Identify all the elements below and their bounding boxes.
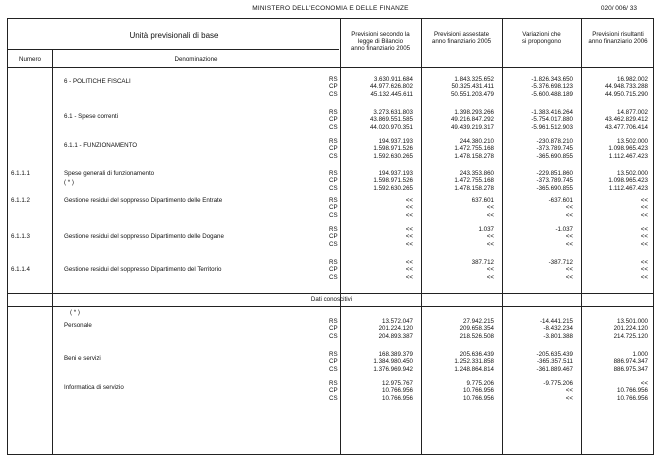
line-type: CS — [329, 211, 338, 219]
line-type: RS — [329, 197, 338, 204]
line-type: CP — [329, 358, 338, 366]
value-cell: << — [565, 211, 573, 219]
row-number: 6.1.1.1 — [11, 170, 30, 177]
value-cell: 244.380.210 — [459, 138, 494, 145]
value-cell: << — [405, 240, 413, 248]
header-text: legge di Bilancio — [357, 38, 404, 45]
value-cell: 1.112.467.423 — [608, 184, 648, 192]
value-cell: 12.975.767 — [382, 380, 413, 387]
value-cell: 886.975.347 — [613, 365, 648, 373]
value-cell: -8.432.234 — [543, 325, 573, 333]
divider — [502, 19, 503, 454]
value-cell: 194.937.193 — [378, 138, 413, 145]
value-cell: 1.037 — [478, 226, 494, 233]
value-cell: << — [565, 233, 573, 241]
value-cell: 13.501.000 — [617, 318, 648, 325]
value-cell: 1.376.969.942 — [373, 365, 413, 373]
line-type: CS — [329, 123, 338, 131]
ministry-header: MINISTERO DELL'ECONOMIA E DELLE FINANZE — [252, 5, 409, 12]
value-cell: << — [565, 266, 573, 274]
value-cell: << — [565, 204, 573, 212]
row-number: 6.1.1.4 — [11, 266, 30, 273]
value-cell: 44.020.970.351 — [369, 123, 413, 131]
line-type: RS — [329, 351, 338, 358]
value-cell: 10.766.956 — [382, 394, 413, 402]
value-cell: << — [405, 259, 413, 266]
value-cell: 27.942.215 — [463, 318, 494, 325]
value-cell: << — [640, 226, 648, 233]
value-cell: -365.690.855 — [536, 152, 573, 160]
value-cell: << — [640, 380, 648, 387]
value-cell: -1.826.343.650 — [531, 76, 573, 83]
value-cell: << — [565, 240, 573, 248]
value-cell: 45.132.445.611 — [370, 90, 413, 98]
value-cell: -9.775.206 — [543, 380, 573, 387]
line-type: CP — [329, 266, 338, 274]
value-cell: 205.636.439 — [459, 351, 494, 358]
header-denominazione: Denominazione — [174, 56, 218, 63]
value-cell: << — [405, 266, 413, 274]
value-cell: 1.000 — [632, 351, 648, 358]
value-cell: 3.630.911.684 — [373, 76, 413, 83]
value-cell: -365.357.511 — [536, 358, 573, 366]
value-cell: << — [640, 233, 648, 241]
row-label: Personale — [64, 322, 92, 329]
line-type: CP — [329, 325, 338, 333]
value-cell: -3.801.388 — [543, 332, 573, 340]
header-col-variazioni — [502, 31, 581, 45]
value-cell: << — [640, 266, 648, 274]
value-cell: 1.472.755.168 — [454, 145, 494, 153]
row-label: Gestione residui del soppresso Dipartimento del Territorio — [64, 266, 222, 273]
line-type: RS — [329, 380, 338, 387]
line-type: CS — [329, 152, 338, 160]
line-type: CP — [329, 204, 338, 212]
value-cell: 3.273.631.803 — [373, 109, 413, 116]
page-code: 020/ 006/ 33 — [600, 5, 637, 12]
line-type: CS — [329, 184, 338, 192]
value-cell: << — [405, 204, 413, 212]
value-cell: 1.598.971.526 — [373, 145, 413, 153]
value-cell: 243.353.860 — [459, 170, 494, 177]
value-cell: 49.439.219.317 — [450, 123, 494, 131]
value-cell: 637.601 — [471, 197, 494, 204]
value-cell: 168.389.379 — [378, 351, 413, 358]
value-cell: -230.878.210 — [536, 138, 573, 145]
value-cell: << — [405, 273, 413, 281]
value-cell: << — [640, 197, 648, 204]
value-cell: 1.592.630.265 — [373, 184, 413, 192]
value-cell: -1.037 — [555, 226, 573, 233]
value-cell: 1.098.965.423 — [608, 177, 648, 185]
value-cell: 1.592.630.265 — [373, 152, 413, 160]
value-cell: 10.766.956 — [382, 387, 413, 395]
header-text: Variazioni che — [522, 31, 561, 38]
divider — [340, 19, 341, 454]
value-cell: 1.384.980.450 — [373, 358, 413, 366]
line-type: CP — [329, 116, 338, 124]
value-cell: 1.478.158.278 — [454, 184, 494, 192]
divider — [52, 49, 53, 454]
header-col-risultanti — [581, 31, 655, 45]
value-cell: 43.869.551.585 — [369, 116, 413, 124]
value-cell: << — [640, 204, 648, 212]
header-numero: Numero — [18, 56, 41, 63]
divider — [581, 19, 582, 454]
line-type: CP — [329, 145, 338, 153]
footnote-mark: ( * ) — [70, 309, 80, 316]
line-type: CS — [329, 365, 338, 373]
header-text: Previsioni risultanti — [592, 31, 644, 38]
value-cell: << — [486, 273, 494, 281]
row-label: 6 - POLITICHE FISCALI — [64, 78, 131, 85]
row-label: Informatica di servizio — [64, 384, 124, 391]
header-col-legge — [340, 31, 421, 52]
value-cell: 1.472.755.168 — [454, 177, 494, 185]
divider — [421, 19, 422, 454]
value-cell: 1.248.864.814 — [454, 365, 494, 373]
line-type: CP — [329, 177, 338, 185]
line-type: CS — [329, 240, 338, 248]
value-cell: -5.961.512.903 — [531, 123, 573, 131]
line-type: RS — [329, 226, 338, 233]
divider — [8, 306, 653, 307]
value-cell: -637.601 — [548, 197, 573, 204]
value-cell: -5.754.017.880 — [531, 116, 573, 124]
value-cell: -5.600.488.189 — [531, 90, 573, 98]
value-cell: 43.462.829.412 — [604, 116, 648, 124]
budget-table — [7, 18, 654, 455]
value-cell: 1.398.293.266 — [454, 109, 494, 116]
line-type: CS — [329, 332, 338, 340]
value-cell: << — [405, 226, 413, 233]
value-cell: 194.937.193 — [378, 170, 413, 177]
value-cell: << — [486, 266, 494, 274]
value-cell: 209.658.354 — [459, 325, 494, 333]
divider — [8, 293, 653, 294]
value-cell: 201.224.120 — [613, 325, 648, 333]
header-unita: Unità previsionali di base — [129, 31, 219, 40]
value-cell: << — [486, 240, 494, 248]
row-label: Spese generali di funzionamento — [64, 170, 155, 177]
value-cell: << — [486, 204, 494, 212]
value-cell: 1.478.158.278 — [454, 152, 494, 160]
value-cell: << — [565, 387, 573, 395]
line-type: RS — [329, 170, 338, 177]
row-label: Gestione residui del soppresso Dipartimento delle Dogane — [64, 233, 224, 240]
value-cell: 10.766.956 — [463, 394, 494, 402]
row-label: 6.1 - Spese correnti — [64, 113, 118, 120]
value-cell: 387.712 — [471, 259, 494, 266]
header-text: anno finanziario 2005 — [350, 45, 411, 52]
value-cell: << — [405, 233, 413, 241]
value-cell: << — [405, 211, 413, 219]
line-type: CS — [329, 90, 338, 98]
value-cell: 50.325.431.411 — [451, 83, 494, 91]
value-cell: << — [486, 211, 494, 219]
value-cell: << — [640, 273, 648, 281]
line-type: CS — [329, 273, 338, 281]
line-type: RS — [329, 76, 338, 83]
value-cell: -229.851.860 — [536, 170, 573, 177]
value-cell: 13.572.047 — [382, 318, 413, 325]
line-type: CP — [329, 83, 338, 91]
line-type: RS — [329, 138, 338, 145]
value-cell: 214.725.120 — [613, 332, 648, 340]
value-cell: 218.526.508 — [459, 332, 494, 340]
value-cell: -365.690.855 — [536, 184, 573, 192]
value-cell: 1.112.467.423 — [608, 152, 648, 160]
value-cell: 50.551.203.479 — [450, 90, 494, 98]
row-number: 6.1.1.2 — [11, 197, 30, 204]
value-cell: 1.843.325.652 — [454, 76, 494, 83]
value-cell: -1.383.416.264 — [531, 109, 573, 116]
header-text: si propongono — [521, 38, 562, 45]
value-cell: 886.974.347 — [613, 358, 648, 366]
header-text: anno finanziario 2005 — [431, 38, 492, 45]
value-cell: 201.224.120 — [378, 325, 413, 333]
value-cell: 44.977.626.802 — [369, 83, 413, 91]
value-cell: -387.712 — [548, 259, 573, 266]
header-text: anno finanziario 2006 — [588, 38, 648, 45]
value-cell: << — [486, 233, 494, 241]
value-cell: 44.950.715.290 — [604, 90, 648, 98]
divider — [8, 49, 339, 50]
value-cell: 1.598.971.526 — [373, 177, 413, 185]
line-type: CP — [329, 233, 338, 241]
row-label: Beni e servizi — [64, 355, 101, 362]
value-cell: << — [565, 273, 573, 281]
value-cell: 13.502.000 — [617, 138, 648, 145]
line-type: CP — [329, 387, 338, 395]
value-cell: 49.216.847.292 — [450, 116, 494, 124]
line-type: RS — [329, 259, 338, 266]
value-cell: 16.982.002 — [617, 76, 648, 83]
value-cell: -361.889.467 — [536, 365, 573, 373]
dati-conoscitivi-title: Dati conoscitivi — [310, 296, 353, 303]
value-cell: 44.948.733.288 — [604, 83, 648, 91]
value-cell: -14.441.215 — [539, 318, 573, 325]
footnote-mark: ( * ) — [64, 179, 74, 186]
row-number: 6.1.1.3 — [11, 233, 30, 240]
value-cell: << — [640, 240, 648, 248]
header-text: Previsioni assestate — [433, 31, 490, 38]
value-cell: 13.502.000 — [617, 170, 648, 177]
value-cell: 10.766.956 — [617, 394, 648, 402]
value-cell: 10.766.956 — [463, 387, 494, 395]
divider — [8, 67, 653, 68]
line-type: CS — [329, 394, 338, 402]
value-cell: 9.775.206 — [466, 380, 494, 387]
value-cell: -5.376.698.123 — [531, 83, 573, 91]
value-cell: 204.893.387 — [378, 332, 413, 340]
header-col-assestate — [421, 31, 502, 45]
line-type: RS — [329, 109, 338, 116]
value-cell: << — [640, 259, 648, 266]
value-cell: 10.766.956 — [617, 387, 648, 395]
value-cell: 43.477.706.414 — [604, 123, 648, 131]
row-label: Gestione residui del soppresso Dipartimento delle Entrate — [64, 197, 223, 204]
value-cell: << — [405, 197, 413, 204]
value-cell: 14.877.002 — [617, 109, 648, 116]
value-cell: -373.789.745 — [536, 145, 573, 153]
header-text: Previsioni secondo la — [351, 31, 410, 38]
line-type: RS — [329, 318, 338, 325]
row-label: 6.1.1 - FUNZIONAMENTO — [64, 142, 138, 149]
value-cell: << — [640, 211, 648, 219]
value-cell: 1.252.331.858 — [454, 358, 494, 366]
value-cell: -205.635.439 — [536, 351, 573, 358]
value-cell: << — [565, 394, 573, 402]
value-cell: -373.789.745 — [536, 177, 573, 185]
value-cell: 1.098.965.423 — [608, 145, 648, 153]
